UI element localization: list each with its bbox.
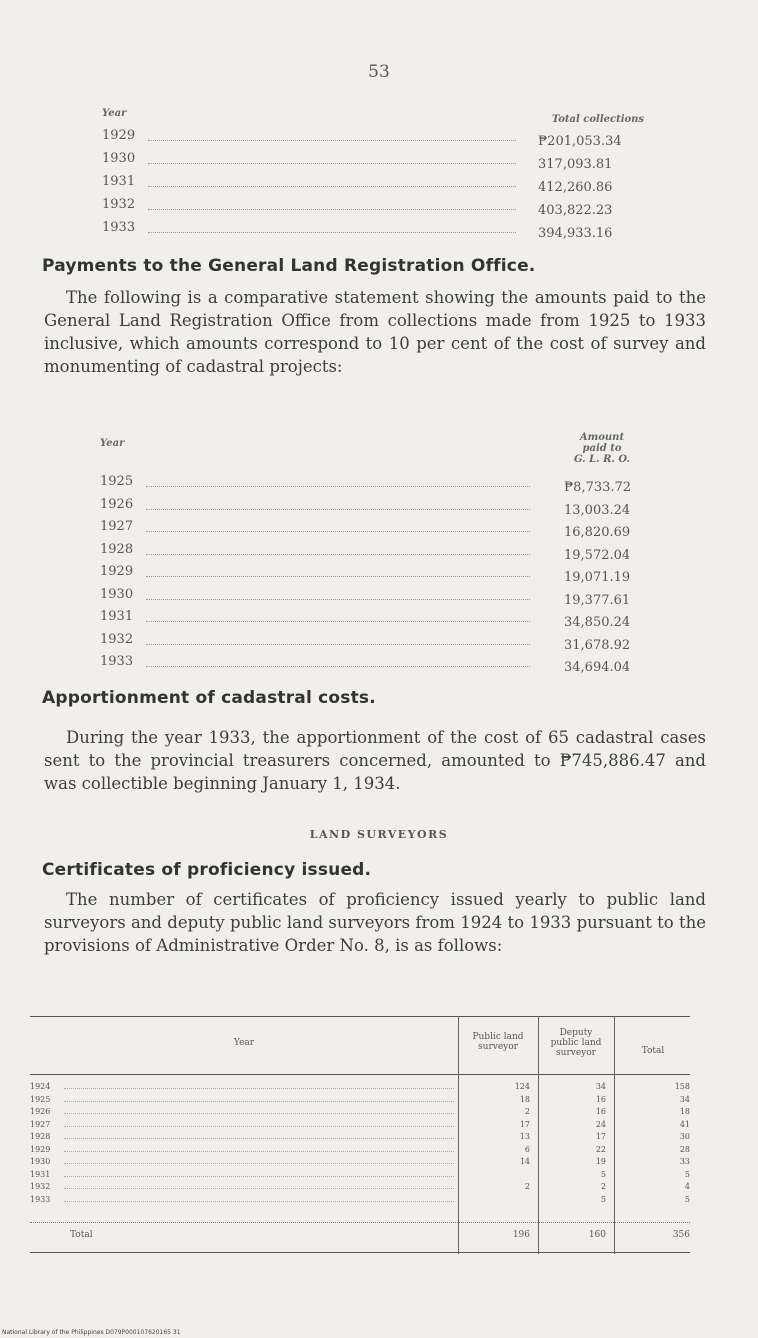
payments-leader-dots xyxy=(146,499,530,510)
collections-year: 1929 xyxy=(102,128,136,143)
payments-table xyxy=(100,432,660,682)
collections-value: 394,933.16 xyxy=(538,226,613,241)
table-top-rule xyxy=(30,1016,690,1017)
col-header-year: Year xyxy=(233,1038,255,1048)
certificate-year: 1932 xyxy=(30,1182,51,1191)
collections-leader-dots xyxy=(148,153,516,164)
payments-header-value xyxy=(562,432,642,465)
payments-value: 34,850.24 xyxy=(564,615,631,630)
certificate-deputy: 5 xyxy=(600,1169,606,1179)
col-header-total: Total xyxy=(641,1046,665,1056)
payments-year: 1928 xyxy=(100,541,134,557)
collections-table xyxy=(102,108,662,248)
payments-value: 34,694.04 xyxy=(564,660,631,675)
certificate-deputy: 24 xyxy=(595,1119,606,1129)
certificate-deputy: 22 xyxy=(595,1144,606,1154)
certificate-year: 1930 xyxy=(30,1157,51,1166)
payments-value: 19,377.61 xyxy=(564,592,631,608)
certificate-row xyxy=(30,1182,690,1192)
payments-leader-dots xyxy=(146,544,530,555)
collections-row xyxy=(102,220,662,240)
certificate-year: 1929 xyxy=(30,1144,51,1154)
payments-leader-dots xyxy=(146,589,530,600)
certificate-row xyxy=(30,1120,690,1130)
certificate-row xyxy=(30,1157,690,1167)
page-number: 53 xyxy=(368,62,390,82)
certificate-leader-dots xyxy=(64,1088,454,1089)
certificate-public: 6 xyxy=(524,1144,530,1154)
col-header-deputy-line-1: Deputy xyxy=(559,1028,593,1038)
payments-header-year: Year xyxy=(100,438,125,449)
collections-header-year: Year xyxy=(102,108,127,119)
certificate-leader-dots xyxy=(64,1163,454,1164)
certificate-total: 34 xyxy=(679,1094,690,1104)
payments-leader-dots xyxy=(146,656,530,667)
certificate-total: 33 xyxy=(679,1157,690,1166)
payments-row xyxy=(100,654,660,674)
certificate-deputy: 34 xyxy=(595,1082,606,1091)
collections-leader-dots xyxy=(148,176,516,187)
payments-year: 1930 xyxy=(100,586,134,602)
collections-value: ₱201,053.34 xyxy=(538,134,622,149)
payments-leader-dots xyxy=(146,476,530,487)
col-header-deputy xyxy=(540,1028,612,1058)
certificate-total: 41 xyxy=(679,1119,690,1129)
certificate-public: 2 xyxy=(524,1182,530,1191)
certificate-total: 5 xyxy=(684,1194,690,1204)
collections-value: 412,260.86 xyxy=(538,180,613,195)
collections-year: 1932 xyxy=(102,197,136,212)
certificate-year: 1933 xyxy=(30,1194,51,1204)
certificate-total: 158 xyxy=(674,1082,690,1091)
certificate-public: 2 xyxy=(524,1107,530,1116)
payments-year: 1925 xyxy=(100,474,134,489)
payments-row xyxy=(100,564,660,584)
collections-leader-dots xyxy=(148,130,516,141)
certificate-leader-dots xyxy=(64,1101,454,1102)
certificate-total: 30 xyxy=(679,1132,690,1141)
payments-year: 1926 xyxy=(100,496,134,512)
certificate-row xyxy=(30,1107,690,1117)
payments-year: 1932 xyxy=(100,631,134,647)
col-header-deputy-line-2: public land xyxy=(550,1038,602,1048)
payments-row xyxy=(100,519,660,539)
certificate-leader-dots xyxy=(64,1126,454,1127)
certificate-row xyxy=(30,1132,690,1142)
payments-value: 16,820.69 xyxy=(564,525,631,540)
certificate-year: 1928 xyxy=(30,1132,51,1141)
totals-row xyxy=(30,1230,690,1240)
payments-year: 1927 xyxy=(100,519,134,534)
totals-deputy: 160 xyxy=(588,1230,606,1240)
collections-row xyxy=(102,128,662,148)
payments-year: 1929 xyxy=(100,564,134,579)
certificate-row xyxy=(30,1082,690,1092)
certificate-deputy: 16 xyxy=(595,1094,606,1104)
payments-row xyxy=(100,587,660,607)
payments-leader-dots xyxy=(146,611,530,622)
apportionment-heading: Apportionment of cadastral costs. xyxy=(42,688,376,708)
collections-row xyxy=(102,151,662,171)
apportionment-paragraph: During the year 1933, the apportionment of the cost of 65 cadastral cases sent to the provincial treasurers concerned, amounted to ₱745,886.47 and was collectible beginning January 1, 1934. xyxy=(44,728,706,793)
certificate-leader-dots xyxy=(64,1151,454,1152)
certificate-year: 1924 xyxy=(30,1082,51,1091)
totals-public: 196 xyxy=(512,1230,530,1240)
collections-year: 1930 xyxy=(102,151,136,166)
payments-leader-dots xyxy=(146,634,530,645)
certificate-total: 5 xyxy=(684,1169,690,1179)
certificate-leader-dots xyxy=(64,1113,454,1114)
payments-header-line-3: G. L. R. O. xyxy=(573,454,631,465)
payments-value: 13,003.24 xyxy=(564,502,631,518)
certificate-year: 1925 xyxy=(30,1094,51,1104)
certificates-heading: Certificates of proficiency issued. xyxy=(42,860,372,880)
payments-value: ₱8,733.72 xyxy=(564,480,632,495)
collections-leader-dots xyxy=(148,222,516,233)
certificate-row xyxy=(30,1195,690,1205)
col-header-public-line-1: Public land xyxy=(472,1032,524,1042)
collections-year: 1931 xyxy=(102,174,136,189)
payments-leader-dots xyxy=(146,566,530,577)
payments-value: 19,572.04 xyxy=(564,547,631,563)
table-total-rule xyxy=(30,1222,690,1223)
payments-value: 31,678.92 xyxy=(564,637,631,653)
certificate-public: 13 xyxy=(519,1132,530,1141)
payments-leader-dots xyxy=(146,521,530,532)
certificate-public: 14 xyxy=(519,1157,530,1166)
certificate-public: 124 xyxy=(514,1082,530,1091)
payments-heading: Payments to the General Land Registration Office. xyxy=(42,256,536,276)
collections-year: 1933 xyxy=(102,220,136,235)
certificate-total: 4 xyxy=(684,1182,690,1191)
collections-row xyxy=(102,174,662,194)
certificates-paragraph: The number of certificates of proficiency issued yearly to public land surveyors and deputy public land surveyors from 1924 to 1933 pursuant to the provisions of Administrative Order No. 8, is as follows: xyxy=(44,890,706,955)
certificate-deputy: 16 xyxy=(595,1107,606,1116)
payments-value: 19,071.19 xyxy=(564,570,631,585)
certificate-year: 1926 xyxy=(30,1107,51,1116)
col-header-public-line-2: surveyor xyxy=(478,1042,518,1052)
certificate-deputy: 2 xyxy=(600,1182,606,1191)
payments-year: 1931 xyxy=(100,609,134,624)
payments-row xyxy=(100,497,660,517)
collections-value: 317,093.81 xyxy=(538,157,613,172)
payments-header-line-2: paid to xyxy=(582,443,622,454)
certificate-year: 1927 xyxy=(30,1119,51,1129)
section-title: LAND SURVEYORS xyxy=(309,828,449,841)
totals-label: Total xyxy=(70,1230,93,1240)
certificate-leader-dots xyxy=(64,1201,454,1202)
payments-row xyxy=(100,609,660,629)
certificate-public: 17 xyxy=(519,1119,530,1129)
certificate-leader-dots xyxy=(64,1188,454,1189)
table-bottom-rule xyxy=(30,1252,690,1253)
certificate-public: 18 xyxy=(519,1094,530,1104)
certificate-deputy: 19 xyxy=(595,1157,606,1166)
certificate-total: 28 xyxy=(679,1144,690,1154)
payments-year: 1933 xyxy=(100,654,134,669)
footer-credit: National Library of the Philippines D079P000107620165 31 xyxy=(2,1329,181,1336)
payments-row xyxy=(100,632,660,652)
col-header-public xyxy=(460,1032,536,1052)
payments-paragraph: The following is a comparative statement showing the amounts paid to the General Land Registration Office from collections made from 1925 to 1933 inclusive, which amounts correspond to 10 per cent of the cost of survey and monumenting of cadastral projects: xyxy=(44,288,706,376)
collections-value: 403,822.23 xyxy=(538,203,613,218)
payments-header-line-1: Amount xyxy=(579,432,625,443)
col-header-deputy-line-3: surveyor xyxy=(556,1048,596,1058)
collections-header-value: Total collections xyxy=(551,114,645,125)
collections-leader-dots xyxy=(148,199,516,210)
certificate-row xyxy=(30,1145,690,1155)
certificate-leader-dots xyxy=(64,1176,454,1177)
certificate-row xyxy=(30,1170,690,1180)
payments-row xyxy=(100,542,660,562)
payments-row xyxy=(100,474,660,494)
collections-row xyxy=(102,197,662,217)
certificate-leader-dots xyxy=(64,1138,454,1139)
totals-total: 356 xyxy=(672,1230,690,1240)
certificate-row xyxy=(30,1095,690,1105)
certificate-year: 1931 xyxy=(30,1169,51,1179)
table-header-rule xyxy=(30,1074,690,1075)
certificate-deputy: 17 xyxy=(595,1132,606,1141)
certificate-deputy: 5 xyxy=(600,1194,606,1204)
certificate-total: 18 xyxy=(679,1107,690,1116)
